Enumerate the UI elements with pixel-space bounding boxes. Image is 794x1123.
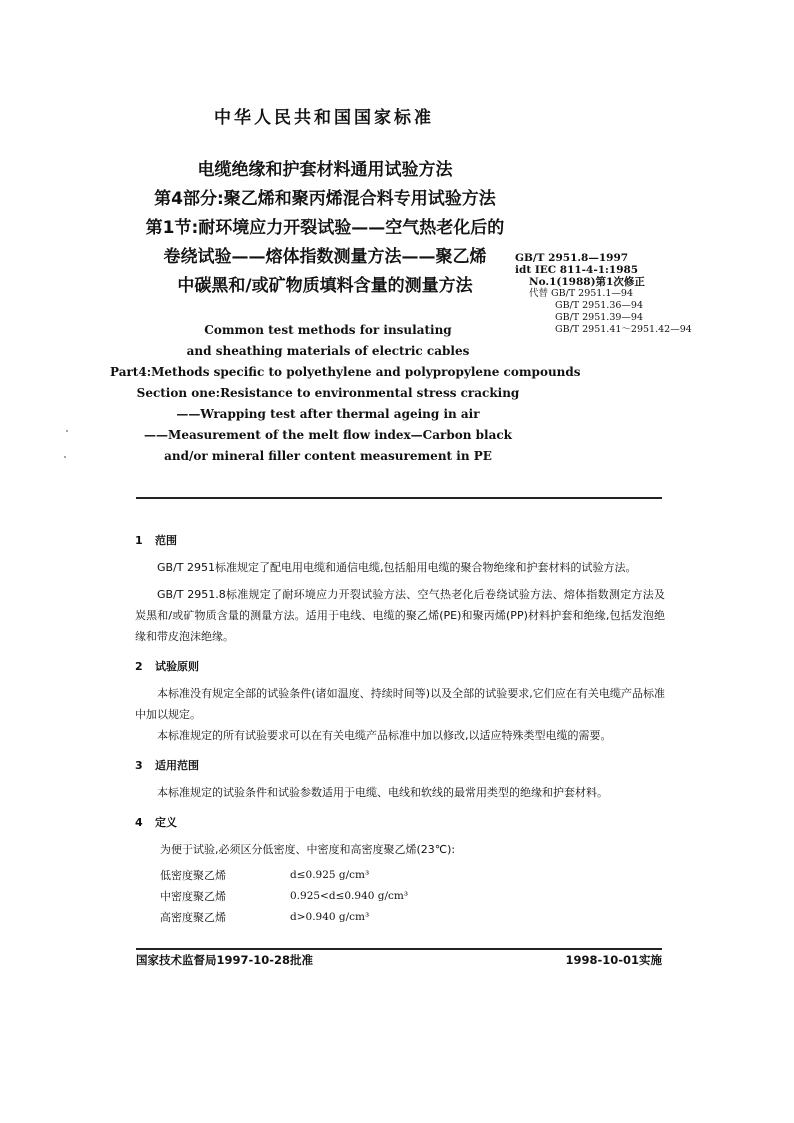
scan-speck [66, 430, 68, 432]
paragraph: GB/T 2951标准规定了配电用电缆和通信电缆,包括船用电缆的聚合物绝缘和护套材料的试验方法。 [157, 561, 637, 574]
section-heading [135, 812, 665, 833]
definition-name: 中密度聚乙烯 [160, 890, 226, 903]
replaces-label: 代替 [529, 288, 549, 299]
scan-speck [64, 456, 66, 458]
definition-row [160, 886, 665, 907]
replaces-row [515, 288, 735, 300]
title-line: 中碳黑和/或矿物质填料含量的测量方法 [177, 276, 473, 296]
definition-row [160, 865, 665, 886]
english-title [110, 320, 581, 467]
paragraph: 本标准规定的所有试验要求可以在有关电缆产品标准中加以修改,以适应特殊类型电缆的需要。 [157, 729, 612, 742]
replaced-standard: GB/T 2951.41～2951.42—94 [555, 324, 692, 335]
definitions-list [135, 865, 665, 928]
title-divider [136, 497, 662, 499]
section-title: 范围 [155, 534, 177, 547]
definition-expression: 0.925<d≤0.940 g/cm³ [290, 890, 409, 902]
section-heading [135, 755, 665, 776]
definition-row [160, 907, 665, 928]
replaced-standard: GB/T 2951.1—94 [551, 288, 634, 299]
section-title: 试验原则 [155, 660, 199, 673]
section-heading [135, 530, 665, 551]
approval-date: 国家技术监督局1997-10-28批准 [136, 953, 314, 967]
document-body [135, 530, 665, 928]
english-title-line: Part4:Methods specific to polyethylene and polypropylene compounds [110, 365, 581, 379]
section-number: 1 [135, 534, 143, 547]
section-number: 2 [135, 660, 143, 673]
definition-name: 高密度聚乙烯 [160, 911, 226, 924]
title-line: 卷绕试验——熔体指数测量方法——聚乙烯 [163, 247, 487, 267]
footer-divider [136, 948, 662, 950]
paragraph: 本标准没有规定全部的试验条件(诸如温度、持续时间等)以及全部的试验要求,它们应在有关电缆产品标准中加以规定。 [135, 687, 665, 721]
english-title-line: ——Wrapping test after thermal ageing in air [176, 407, 480, 421]
replaced-standard: GB/T 2951.39—94 [555, 312, 644, 323]
english-title-line: Section one:Resistance to environmental stress cracking [136, 386, 520, 400]
english-title-line: Common test methods for insulating [204, 323, 452, 337]
section-number: 3 [135, 759, 143, 772]
definition-expression: d≤0.925 g/cm³ [290, 869, 370, 881]
paragraph: 本标准规定的试验条件和试验参数适用于电缆、电线和软线的最常用类型的绝缘和护套材料。 [157, 786, 608, 799]
section-title: 适用范围 [155, 759, 199, 772]
standard-number: GB/T 2951.8—1997 [515, 252, 629, 264]
title-line: 第4部分:聚乙烯和聚丙烯混合料专用试验方法 [154, 189, 496, 209]
section-title: 定义 [155, 816, 177, 829]
section-heading [135, 656, 665, 677]
effective-date: 1998-10-01实施 [565, 953, 662, 967]
english-title-line: and sheathing materials of electric cables [186, 344, 470, 358]
title-line: 电缆绝缘和护套材料通用试验方法 [197, 160, 453, 180]
chinese-title [110, 156, 540, 301]
replaced-standard: GB/T 2951.36—94 [555, 300, 644, 311]
definition-expression: d>0.940 g/cm³ [290, 911, 370, 923]
standard-number-block [515, 252, 735, 336]
english-title-line: and/or mineral filler content measurement in PE [164, 449, 492, 463]
section-number: 4 [135, 816, 143, 829]
definition-name: 低密度聚乙烯 [160, 869, 226, 882]
title-line: 第1节:耐环境应力开裂试验——空气热老化后的 [145, 218, 505, 238]
national-standard-heading: 中华人民共和国国家标准 [214, 108, 434, 128]
definitions-intro: 为便于试验,必须区分低密度、中密度和高密度聚乙烯(23℃): [160, 843, 456, 856]
english-title-line: ——Measurement of the melt flow index—Carbon black [144, 428, 512, 442]
paragraph: GB/T 2951.8标准规定了耐环境应力开裂试验方法、空气热老化后卷绕试验方法、熔体指数测定方法及炭黑和/或矿物质含量的测量方法。适用于电线、电缆的聚乙烯(PE)和聚丙烯(PP)材料护套和绝缘,包括发泡绝缘和带皮泡沫绝缘。 [135, 588, 665, 643]
amendment-note: No.1(1988)第1次修正 [529, 276, 645, 288]
idt-reference: idt IEC 811-4-1:1985 [515, 264, 639, 276]
